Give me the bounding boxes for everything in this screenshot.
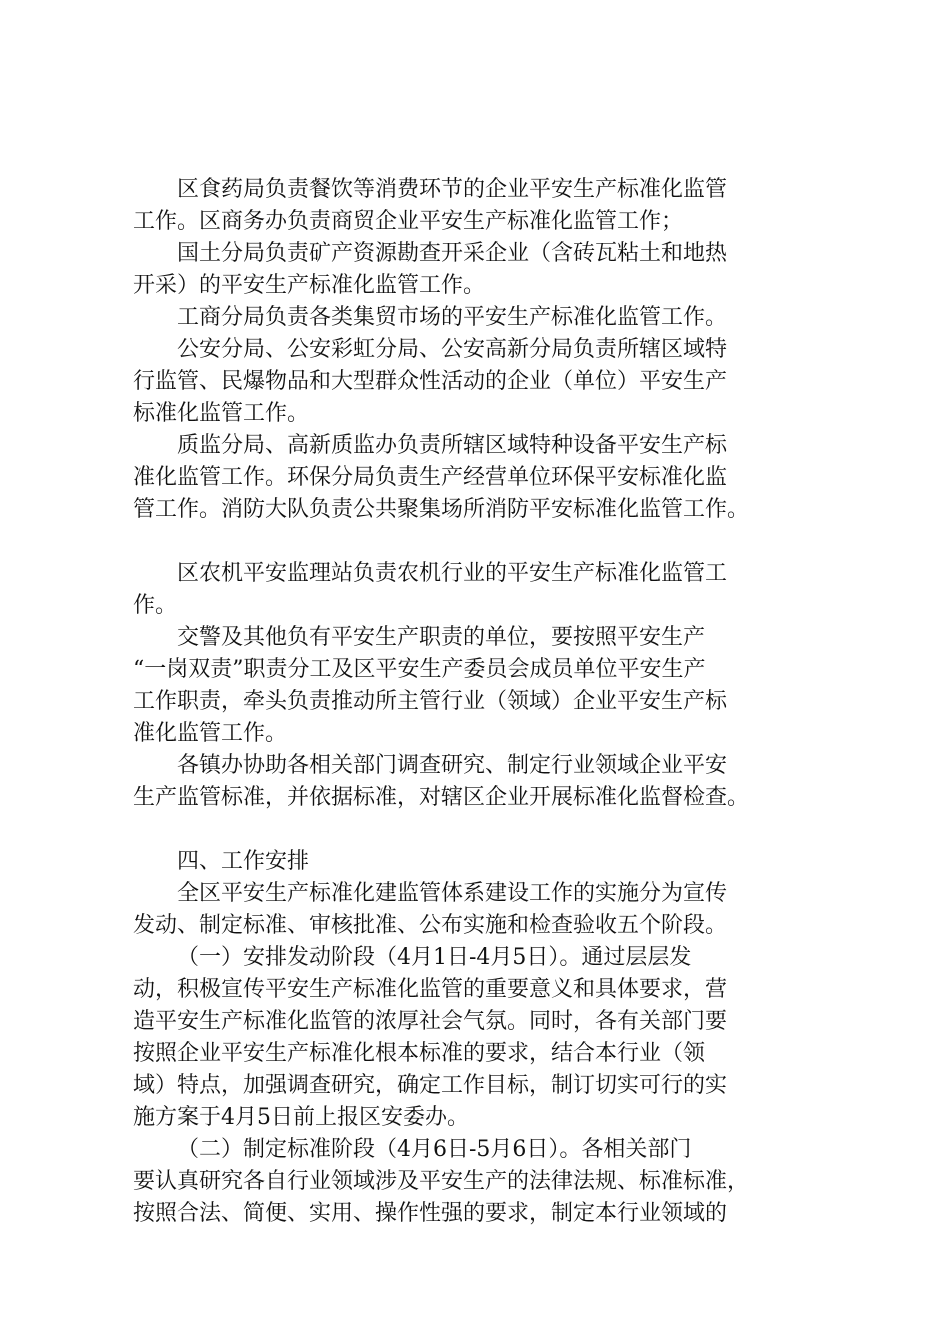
text-line: 造平安生产标准化监管的浓厚社会气氛。同时，各有关部门要 [133,1009,728,1034]
paragraph-towns [133,750,823,814]
section-heading: 四、工作安排 [177,849,310,874]
paragraph-industry-commerce [133,302,823,334]
text-line: 生产监管标准，并依据标准，对辖区企业开展标准化监督检查。 [133,785,750,810]
text-line: （一）安排发动阶段（4月1日-4月5日）。通过层层发 [177,945,692,970]
paragraph-stage-one [133,942,823,1134]
paragraph-gap [133,526,823,558]
text-line: 行监管、民爆物品和大型群众性活动的企业（单位）平安生产 [133,369,728,394]
paragraph-food-drug [133,174,823,238]
text-line: 准化监管工作。 [133,721,288,746]
text-line: 开采）的平安生产标准化监管工作。 [133,273,486,298]
text-line: 域）特点，加强调查研究，确定工作目标，制订切实可行的实 [133,1073,728,1098]
text-line: 按照合法、简便、实用、操作性强的要求，制定本行业领域的 [133,1201,728,1226]
text-line: 区食药局负责餐饮等消费环节的企业平安生产标准化监管 [177,177,728,202]
text-line: 发动、制定标准、审核批准、公布实施和检查验收五个阶段。 [133,913,728,938]
text-line: 工商分局负责各类集贸市场的平安生产标准化监管工作。 [177,305,728,330]
paragraph-implementation-stages [133,878,823,942]
paragraph-agricultural-machinery [133,558,823,622]
text-line: 工作。区商务办负责商贸企业平安生产标准化监管工作； [133,209,684,234]
text-line: 区农机平安监理站负责农机行业的平安生产标准化监管工 [177,561,728,586]
text-line: 作。 [133,593,178,618]
paragraph-quality-supervision [133,430,823,526]
text-line: 标准化监管工作。 [133,401,310,426]
section-heading-work-arrangement [133,846,823,878]
text-line: 动，积极宣传平安生产标准化监管的重要意义和具体要求，营 [133,977,728,1002]
paragraph-traffic-police [133,622,823,750]
text-line: 公安分局、公安彩虹分局、公安高新分局负责所辖区域特 [177,337,728,362]
text-line: “一岗双责”职责分工及区平安生产委员会成员单位平安生产 [133,657,706,682]
text-line: 要认真研究各自行业领域涉及平安生产的法律法规、标准标准， [133,1169,750,1194]
text-line: （二）制定标准阶段（4月6日-5月6日）。各相关部门 [177,1137,692,1162]
text-line: 交警及其他负有平安生产职责的单位，要按照平安生产 [177,625,706,650]
text-line: 国土分局负责矿产资源勘查开采企业（含砖瓦粘土和地热 [177,241,728,266]
text-line: 各镇办协助各相关部门调查研究、制定行业领域企业平安 [177,753,728,778]
paragraph-stage-two [133,1134,823,1230]
text-line: 质监分局、高新质监办负责所辖区域特种设备平安生产标 [177,433,728,458]
paragraph-gap [133,814,823,846]
text-line: 按照企业平安生产标准化根本标准的要求，结合本行业（领 [133,1041,706,1066]
text-line: 工作职责，牵头负责推动所主管行业（领域）企业平安生产标 [133,689,728,714]
text-line: 管工作。消防大队负责公共聚集场所消防平安标准化监管工作。 [133,497,750,522]
paragraph-land-resources [133,238,823,302]
document-body [133,174,823,1230]
paragraph-public-security [133,334,823,430]
text-line: 全区平安生产标准化建监管体系建设工作的实施分为宣传 [177,881,728,906]
text-line: 施方案于4月5日前上报区安委办。 [133,1105,469,1130]
text-line: 准化监管工作。环保分局负责生产经营单位环保平安标准化监 [133,465,728,490]
